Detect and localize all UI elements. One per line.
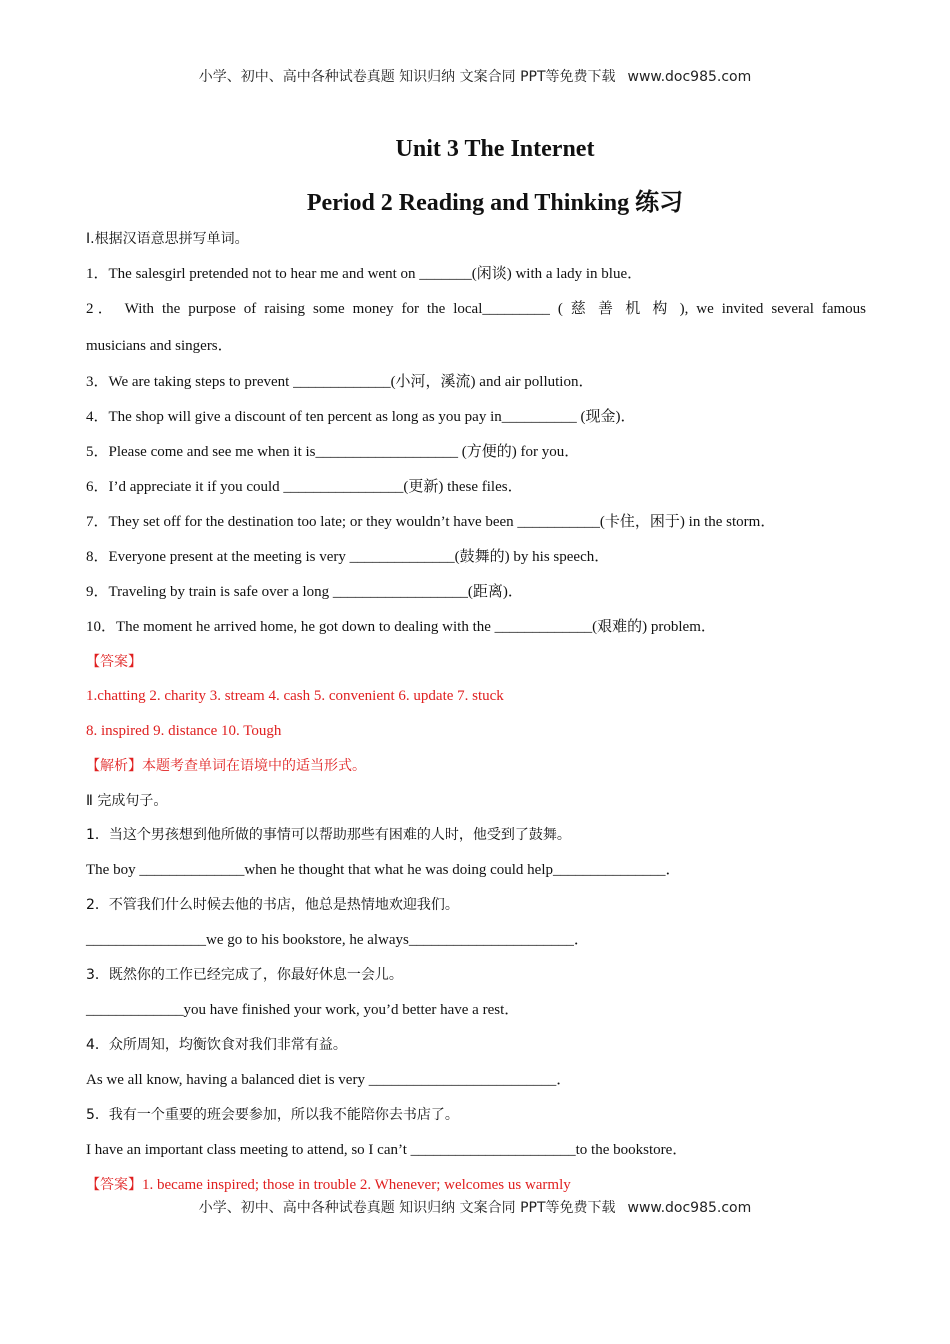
answer-line-2: 8. inspired 9. distance 10. Tough xyxy=(86,723,282,739)
unit-title: Unit 3 The Internet xyxy=(395,136,595,162)
page-header xyxy=(0,66,950,86)
s2-question-2-en: ________________we go to his bookstore, he always______________________． xyxy=(86,932,589,948)
answer-section2 xyxy=(86,1175,866,1195)
header-site: www.doc985.com xyxy=(627,69,752,85)
question-8: 8．Everyone present at the meeting is very ______________(鼓舞的) by his speech． xyxy=(86,549,610,565)
s2-question-2-cn: 2．不管我们什么时候去他的书店，他总是热情地欢迎我们。 xyxy=(86,897,459,913)
question-2-cont: musicians and singers． xyxy=(86,338,233,354)
question-4: 4．The shop will give a discount of ten percent as long as you pay in__________ (现金)． xyxy=(86,409,636,425)
analysis xyxy=(86,756,866,776)
answer-text-2: 1. became inspired; those in trouble 2. Whenever; welcomes us warmly xyxy=(142,1177,571,1193)
section1-heading: I.根据汉语意思拼写单词。 xyxy=(86,231,249,247)
s2-question-1-cn: 1．当这个男孩想到他所做的事情可以帮助那些有困难的人时，他受到了鼓舞。 xyxy=(86,827,571,843)
s2-question-3-en: _____________you have finished your work, you’d better have a rest． xyxy=(86,1002,520,1018)
header-text: 小学、初中、高中各种试卷真题 知识归纳 文案合同 PPT等免费下载 xyxy=(198,69,616,85)
footer-text: 小学、初中、高中各种试卷真题 知识归纳 文案合同 PPT等免费下载 xyxy=(198,1200,616,1216)
s2-question-5-en: I have an important class meeting to attend, so I can’t ______________________to the bookstore． xyxy=(86,1142,688,1158)
answer-line-1: 1.chatting 2. charity 3. stream 4. cash 5. convenient 6. update 7. stuck xyxy=(86,688,504,704)
answer-label-2: 【答案】 xyxy=(86,1177,142,1193)
question-10: 10．The moment he arrived home, he got down to dealing with the _____________(艰难的) problem． xyxy=(86,619,716,635)
s2-question-4-en: As we all know, having a balanced diet is very _________________________． xyxy=(86,1072,572,1088)
page-footer xyxy=(0,1197,950,1217)
s2-question-3-cn: 3．既然你的工作已经完成了，你最好休息一会儿。 xyxy=(86,967,403,983)
answer-label-1: 【答案】 xyxy=(86,654,142,670)
question-1: 1．The salesgirl pretended not to hear me and went on _______(闲谈) with a lady in blue． xyxy=(86,266,643,282)
analysis-label: 【解析】 xyxy=(86,758,142,774)
s2-question-1-en: The boy ______________when he thought that what he was doing could help_______________． xyxy=(86,862,681,878)
question-5: 5．Please come and see me when it is___________________ (方便的) for you． xyxy=(86,444,580,460)
section2-heading: Ⅱ 完成句子。 xyxy=(86,793,168,809)
period-title: Period 2 Reading and Thinking 练习 xyxy=(306,190,684,216)
s2-question-5-cn: 5．我有一个重要的班会要参加，所以我不能陪你去书店了。 xyxy=(86,1107,459,1123)
question-2: 2． With the purpose of raising some money for the local_________ ( 慈 善 机 构 ), we invited several famous xyxy=(86,301,866,317)
question-9: 9．Traveling by train is safe over a long __________________(距离)． xyxy=(86,584,523,600)
question-6: 6．I’d appreciate it if you could ________________(更新) these files． xyxy=(86,479,523,495)
question-7: 7．They set off for the destination too late; or they wouldn’t have been ___________(卡住，困于) in the storm． xyxy=(86,514,776,530)
s2-question-4-cn: 4．众所周知，均衡饮食对我们非常有益。 xyxy=(86,1037,347,1053)
question-3: 3．We are taking steps to prevent _____________(小河，溪流) and air pollution． xyxy=(86,374,594,390)
analysis-text: 本题考查单词在语境中的适当形式。 xyxy=(142,758,366,774)
footer-site: www.doc985.com xyxy=(627,1200,752,1216)
